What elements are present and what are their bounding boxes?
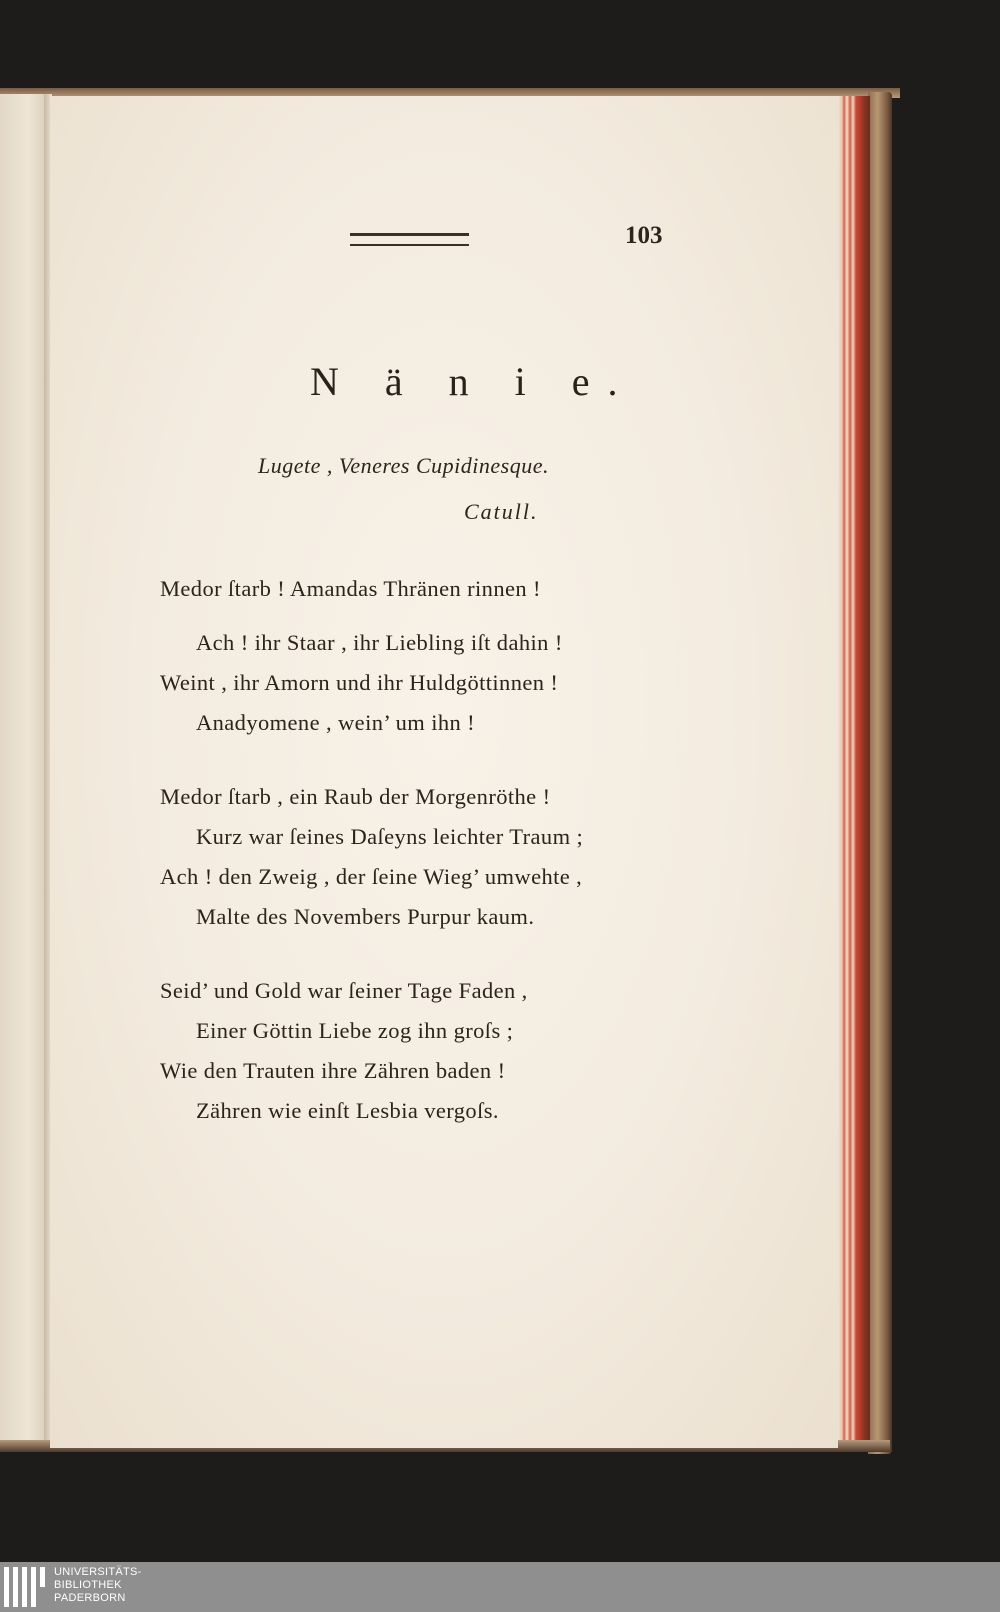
verse-line: Seid’ und Gold war ſeiner Tage Faden , [160,978,528,1003]
page-number: 103 [625,222,663,249]
library-logo-text [54,1566,142,1605]
logo-line: BIBLIOTHEK [54,1579,122,1591]
verse-line: Weint , ihr Amorn und ihr Huldgöttinnen ! [160,670,559,695]
poem-motto: Lugete , Veneres Cupidinesque. [258,453,549,478]
verse-line: Anadyomene , wein’ um ihn ! [196,710,476,735]
verse-line-text: Medor ſtarb ! Amandas Thränen rinnen ! [160,576,541,601]
verse-line: Malte des Novembers Purpur kaum. [196,904,535,929]
library-logo-icon [4,1567,48,1607]
book-cover-edge [868,92,892,1454]
verse-line: Ach ! den Zweig , der ſeine Wieg’ umwehte , [160,864,583,889]
book-page [50,96,838,1448]
verse-line: Medor ſtarb , ein Raub der Morgenröthe ! [160,784,551,809]
verse-line: Kurz war ſeines Daſeyns leichter Traum ; [196,824,584,849]
verse-line: Zähren wie einſt Lesbia vergoſs. [196,1098,499,1123]
verse-line: Einer Göttin Liebe zog ihn groſs ; [196,1018,514,1043]
verse-line: Ach ! ihr Staar , ihr Liebling iſt dahin ! [196,630,563,655]
poem-title: N ä n i e. [310,359,636,404]
verse-line: Wie den Trauten ihre Zähren baden ! [160,1058,506,1083]
verse-line [160,576,541,602]
library-footer [0,1562,1000,1612]
logo-line: UNIVERSITÄTS- [54,1566,142,1578]
logo-line: PADERBORN [54,1592,126,1604]
motto-attribution: Catull. [464,499,539,524]
red-fore-edge [838,96,870,1448]
header-rule [350,233,469,246]
left-facing-page [0,94,49,1446]
